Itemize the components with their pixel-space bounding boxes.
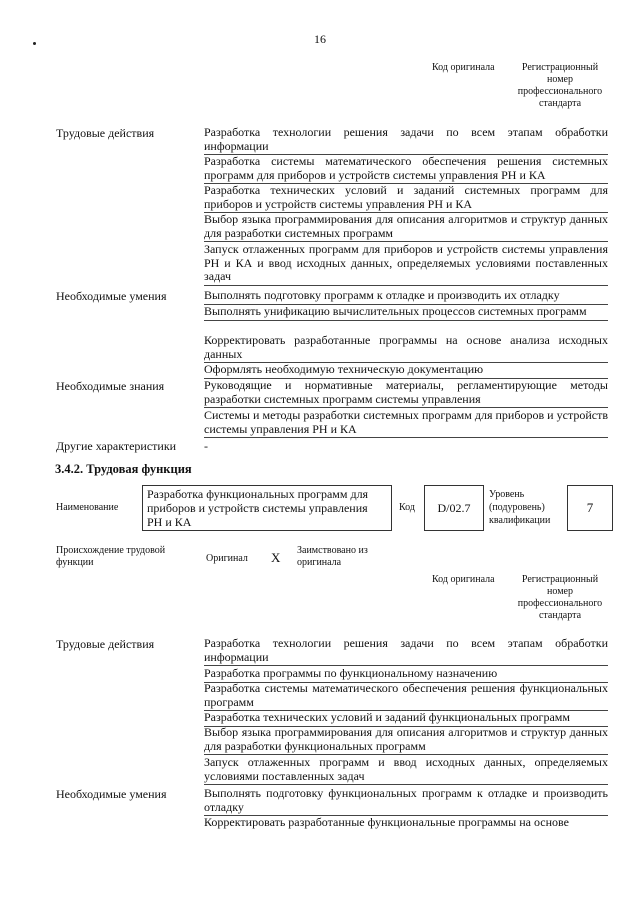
skill-item: Корректировать разработанные программы на основе анализа исходных данных [204,334,608,363]
level-box [567,485,613,531]
original-label: Оригинал [206,553,248,564]
qualification-level-label: Уровень (подуровень) квалификации [489,489,551,526]
original-mark: X [271,550,281,565]
original-code-label: Код оригинала [432,62,495,73]
labour-actions-label-2: Трудовые действия [56,637,155,651]
knowledge-label: Необходимые знания [56,379,165,393]
labour-action-item: Запуск отлаженных программ и ввод исходных данных, определяемых условиями поставленных задач [204,756,608,785]
labour-actions-label: Трудовые действия [56,126,155,140]
skills-label: Необходимые умения [56,289,167,303]
original-code-label-2: Код оригинала [432,574,495,585]
labour-action-item: Разработка технических условий и заданий системных программ для приборов и устройств системы управления РН и КА [204,184,608,213]
labour-action-item: Выбор языка программирования для описания алгоритмов и структур данных для разработки функциональных программ [204,726,608,755]
skill-item: Корректировать разработанные функциональные программы на основе [204,815,569,829]
borrowed-label: Заимствовано из оригинала [297,545,368,568]
code-value: D/02.7 [437,501,471,515]
knowledge-item: Системы и методы разработки системных программ для приборов и устройств системы управления РН и КА [204,409,608,438]
labour-action-item: Разработка технологии решения задачи по всем этапам обработки информации [204,126,608,155]
registration-number-label-2: Регистрационный номер профессионального стандарта [517,574,603,621]
level-value: 7 [586,500,594,515]
labour-action-item: Разработка технических условий и заданий функциональных программ [204,711,608,727]
skill-item: Выполнять подготовку функциональных программ к отладке и производить отладку [204,787,608,816]
labour-action-item: Разработка системы математического обеспечения решения системных программ для приборов и устройств системы управления РН и КА [204,155,608,184]
other-characteristics-label: Другие характеристики [56,439,177,453]
function-origin-label: Происхождение трудовой функции [56,545,166,568]
skills-label-2: Необходимые умения [56,787,167,801]
labour-action-item: Выбор языка программирования для описания алгоритмов и структур данных для разработки системных программ [204,213,608,242]
registration-number-label: Регистрационный номер профессионального стандарта [517,62,603,109]
code-box [424,485,484,531]
labour-action-item: Запуск отлаженных программ для приборов и устройств системы управления РН и КА и ввод исходных данных, определяемых условиями поставленных задач [204,243,608,286]
name-value: Разработка функциональных программ для приборов и устройств системы управления РН и КА [147,487,369,529]
knowledge-item: Руководящие и нормативные материалы, регламентирующие методы разработки системных программ системы управления [204,379,608,408]
section-title: 3.4.2. Трудовая функция [55,462,192,476]
other-characteristics-value: - [204,439,208,453]
skill-item: Выполнять подготовку программ к отладке и производить их отладку [204,289,608,305]
labour-action-item: Разработка системы математического обеспечения решения функциональных программ [204,682,608,711]
name-label: Наименование [56,502,119,513]
skill-item: Оформлять необходимую техническую документацию [204,363,608,379]
skill-item: Выполнять унификацию вычислительных процессов системных программ [204,305,608,321]
labour-action-item: Разработка программы по функциональному назначению [204,667,608,683]
page-number: 16 [314,32,326,46]
code-label: Код [399,502,415,513]
name-box [142,485,392,531]
labour-action-item: Разработка технологии решения задачи по всем этапам обработки информации [204,637,608,666]
